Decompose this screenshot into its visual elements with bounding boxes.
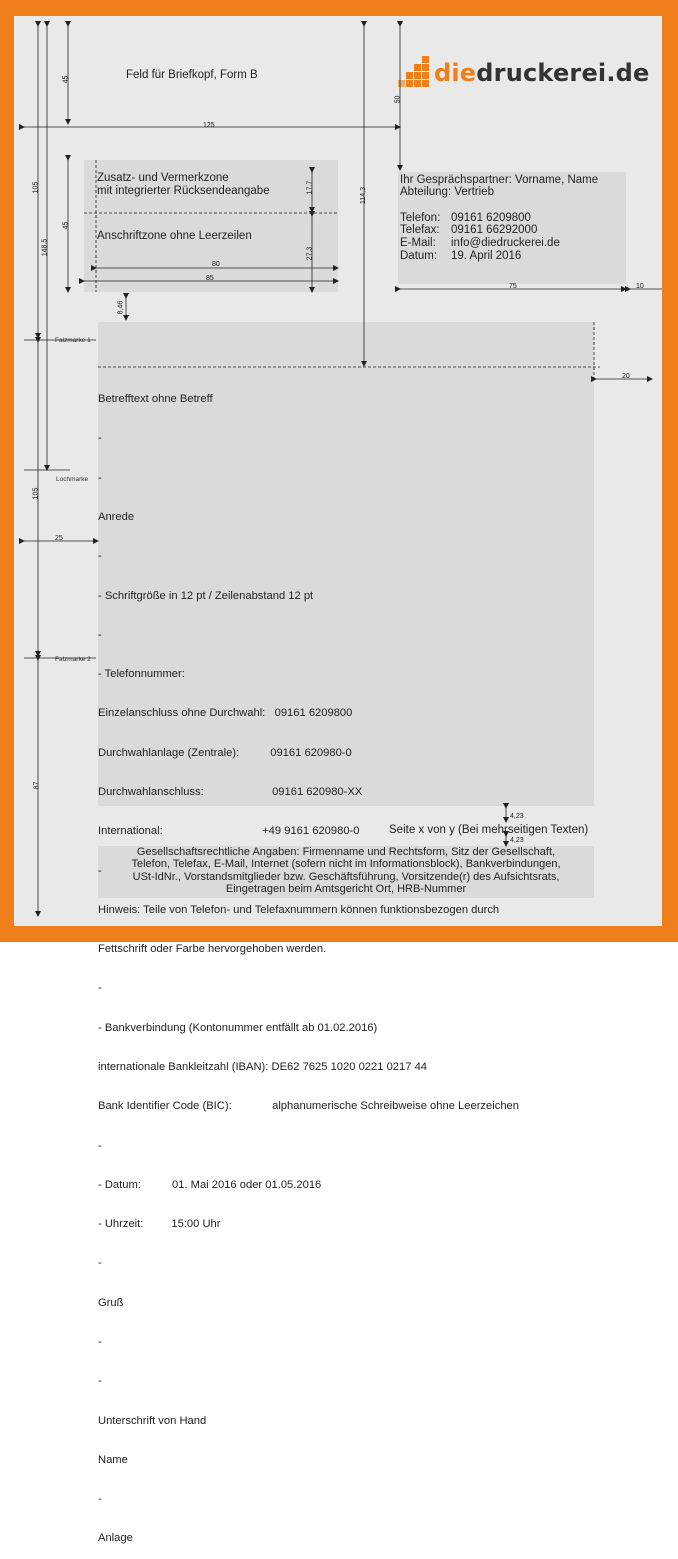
dim-105-lower: 105 <box>32 487 40 500</box>
footer-line: Telefon, Telefax, E-Mail, Internet (sofern nicht im Informationsblock), Bankverbindungen, <box>131 858 561 871</box>
body-line: Betrefftext ohne Betreff <box>98 393 213 406</box>
body-line: - <box>98 1335 102 1348</box>
zusatz-line2: mit integrierter Rücksendeangabe <box>97 185 270 197</box>
dim-17-7: 17,7 <box>306 180 314 195</box>
dim-125: 125 <box>203 122 215 129</box>
info-label-phone: Telefon: <box>400 212 441 224</box>
info-department: Abteilung: Vertrieb <box>400 186 494 198</box>
body-line: Anrede <box>98 511 135 524</box>
dim-85: 85 <box>206 275 214 282</box>
info-value-date: 19. April 2016 <box>451 250 522 262</box>
body-line: Fettschrift oder Farbe hervorgehoben werden. <box>98 943 327 956</box>
body-line: internationale Bankleitzahl (IBAN): DE62 7625 1020 0221 0217 44 <box>98 1060 428 1073</box>
body-line: - <box>98 432 102 445</box>
zusatz-line1: Zusatz- und Vermerkzone <box>97 172 229 184</box>
lochmarke-label: Lochmarke <box>56 476 89 483</box>
dim-45-top: 45 <box>62 75 70 84</box>
dim-10: 10 <box>636 283 644 290</box>
dim-148-5: 148,5 <box>41 238 49 257</box>
body-line: Durchwahlanschluss: 09161 620980-XX <box>98 786 363 798</box>
body-line: International: +49 9161 620980-0 <box>98 825 360 838</box>
body-line: - <box>98 1493 102 1506</box>
info-value-fax: 09161 66292000 <box>451 224 538 236</box>
body-line: Name <box>98 1453 128 1466</box>
footer-line: Eingetragen beim Amtsgericht Ort, HRB-Nummer <box>225 882 467 895</box>
body-line: - <box>98 864 102 877</box>
body-line: - <box>98 628 102 641</box>
logo-wordmark: diedruckerei.de <box>434 59 650 87</box>
page-number-note: Seite x von y (Bei mehrseitigen Texten) <box>389 824 589 836</box>
dim-27-3: 27,3 <box>306 246 314 261</box>
footer-line: Gesellschaftsrechtliche Angaben: Firmenname und Rechtsform, Sitz der Gesellschaft, <box>136 846 556 858</box>
body-line: - Bankverbindung (Kontonummer entfällt ab 01.02.2016) <box>98 1021 378 1034</box>
dim-75: 75 <box>509 283 517 290</box>
body-line: - <box>98 471 102 484</box>
dim-50: 50 <box>394 95 402 104</box>
falzmarke-1-label: Falzmarke 1 <box>55 337 91 344</box>
body-line: - Schriftgröße in 12 pt / Zeilenabstand 12 pt <box>98 589 314 602</box>
body-line: Gruß <box>98 1296 124 1309</box>
info-label-email: E-Mail: <box>400 237 436 249</box>
body-line: Anlage <box>98 1532 133 1545</box>
info-contact-person: Ihr Gesprächspartner: Vorname, Name <box>400 174 599 186</box>
dim-4-23-a: 4,23 <box>510 813 524 820</box>
info-value-phone: 09161 6209800 <box>451 212 531 224</box>
body-line: - <box>98 550 102 563</box>
body-line: - Uhrzeit: 15:00 Uhr <box>98 1218 221 1231</box>
dim-114-3: 114,3 <box>360 187 367 204</box>
falzmarke-2-label: Falzmarke 2 <box>55 656 91 663</box>
body-line: Einzelanschluss ohne Durchwahl: 09161 6209800 <box>98 707 353 720</box>
body-line: Durchwahlanlage (Zentrale): 09161 620980-0 <box>98 746 352 759</box>
body-line: Unterschrift von Hand <box>98 1414 207 1427</box>
body-line: Bank Identifier Code (BIC): alphanumerische Schreibweise ohne Leerzeichen <box>98 1100 519 1113</box>
body-line: - <box>98 1257 102 1270</box>
body-line: - <box>98 1375 102 1388</box>
body-line: - <box>98 1139 102 1152</box>
info-label-fax: Telefax: <box>400 224 440 236</box>
anschrift-label: Anschriftzone ohne Leerzeilen <box>97 230 252 242</box>
dim-87: 87 <box>33 781 41 790</box>
briefkopf-label: Feld für Briefkopf, Form B <box>126 69 258 81</box>
info-value-email: info@diedruckerei.de <box>451 237 560 249</box>
dim-8-46: 8,46 <box>117 300 125 315</box>
dim-45-zone: 45 <box>62 221 70 230</box>
info-label-date: Datum: <box>400 250 438 262</box>
body-line: Hinweis: Teile von Telefon- und Telefaxnummern können funktionsbezogen durch <box>98 903 500 916</box>
dim-80: 80 <box>212 261 220 268</box>
body-line: - <box>98 982 102 995</box>
dim-20: 20 <box>622 373 630 380</box>
body-line: - Datum: 01. Mai 2016 oder 01.05.2016 <box>98 1178 322 1191</box>
dim-105: 105 <box>32 181 40 194</box>
dim-25: 25 <box>55 535 63 542</box>
body-line: - Telefonnummer: <box>98 668 185 681</box>
footer-line: USt-IdNr., Vorstandsmitglieder bzw. Geschäftsführung, Vorsitzende(r) des Aufsichtsrats, <box>132 870 560 883</box>
dim-4-23-b: 4,23 <box>510 837 524 844</box>
